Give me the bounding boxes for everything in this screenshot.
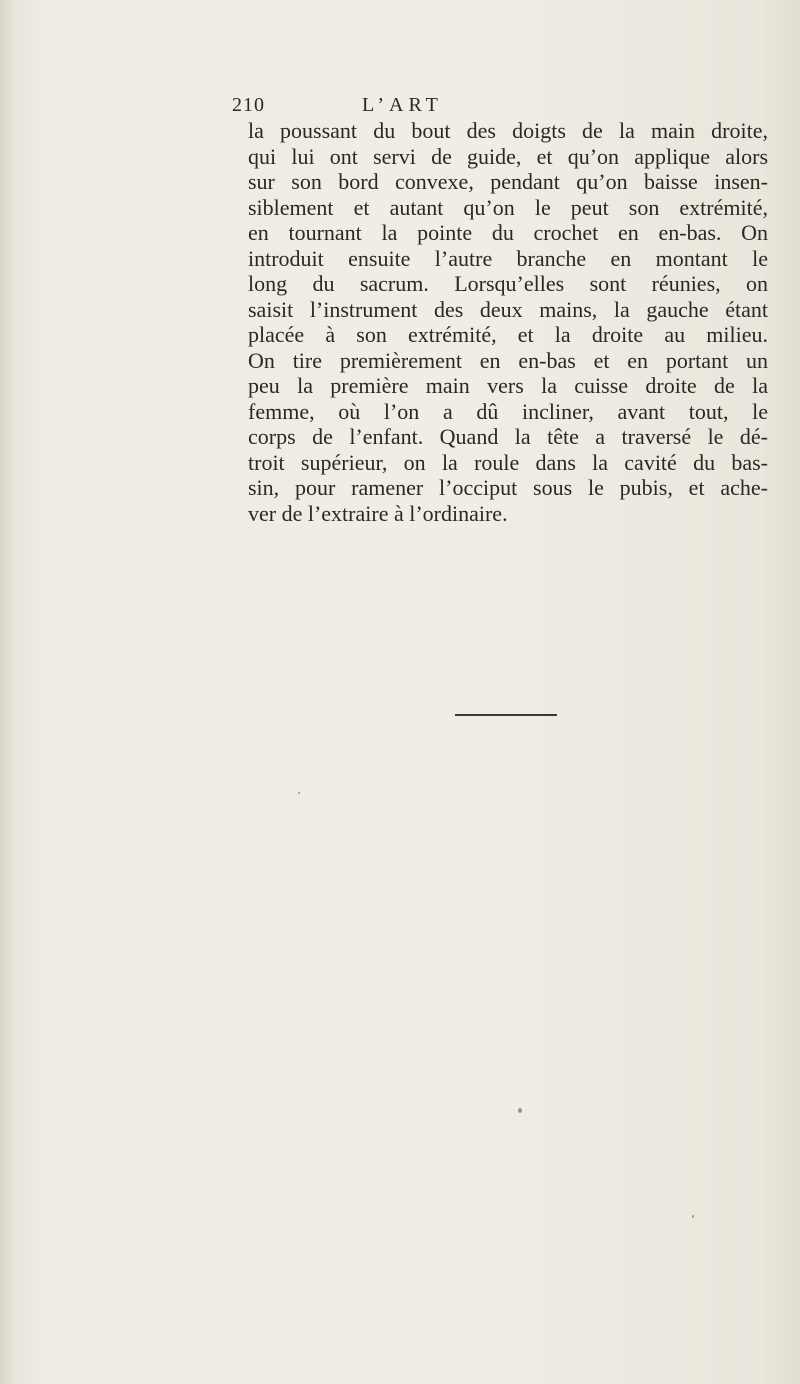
- text-line: qui lui ont servi de guide, et qu’on applique alors: [248, 143, 768, 169]
- page-number: 210: [232, 94, 265, 116]
- text-line: siblement et autant qu’on le peut son extrémité,: [248, 194, 768, 220]
- text-line: peu la première main vers la cuisse droite de la: [248, 373, 768, 398]
- page-gutter-shadow: [0, 0, 14, 1384]
- paper-speck: [692, 1215, 694, 1218]
- running-title: L’ART: [362, 94, 443, 116]
- text-line: la poussant du bout des doigts de la main droite,: [248, 118, 768, 143]
- text-line: introduit ensuite l’autre branche en montant le: [248, 245, 768, 271]
- body-paragraph: [248, 118, 768, 526]
- text-line: On tire premièrement en en-bas et en portant un: [248, 347, 768, 373]
- text-line: femme, où l’on a dû incliner, avant tout, le: [248, 398, 768, 424]
- paper-speck: [518, 1108, 522, 1113]
- text-line: sin, pour ramener l’occiput sous le pubis, et ache-: [248, 475, 768, 500]
- text-line: corps de l’enfant. Quand la tête a traversé le dé-: [248, 424, 768, 449]
- text-line: ver de l’extraire à l’ordinaire.: [248, 500, 508, 526]
- text-line: long du sacrum. Lorsqu’elles sont réunies, on: [248, 271, 768, 296]
- end-rule: [455, 714, 557, 716]
- text-line: troit supérieur, on la roule dans la cavité du bas-: [248, 449, 768, 475]
- text-line: saisit l’instrument des deux mains, la gauche étant: [248, 296, 768, 322]
- text-line: sur son bord convexe, pendant qu’on baisse insen-: [248, 169, 768, 194]
- text-line: placée à son extrémité, et la droite au milieu.: [248, 322, 768, 347]
- text-line: en tournant la pointe du crochet en en-bas. On: [248, 220, 768, 245]
- paper-speck: [298, 792, 300, 794]
